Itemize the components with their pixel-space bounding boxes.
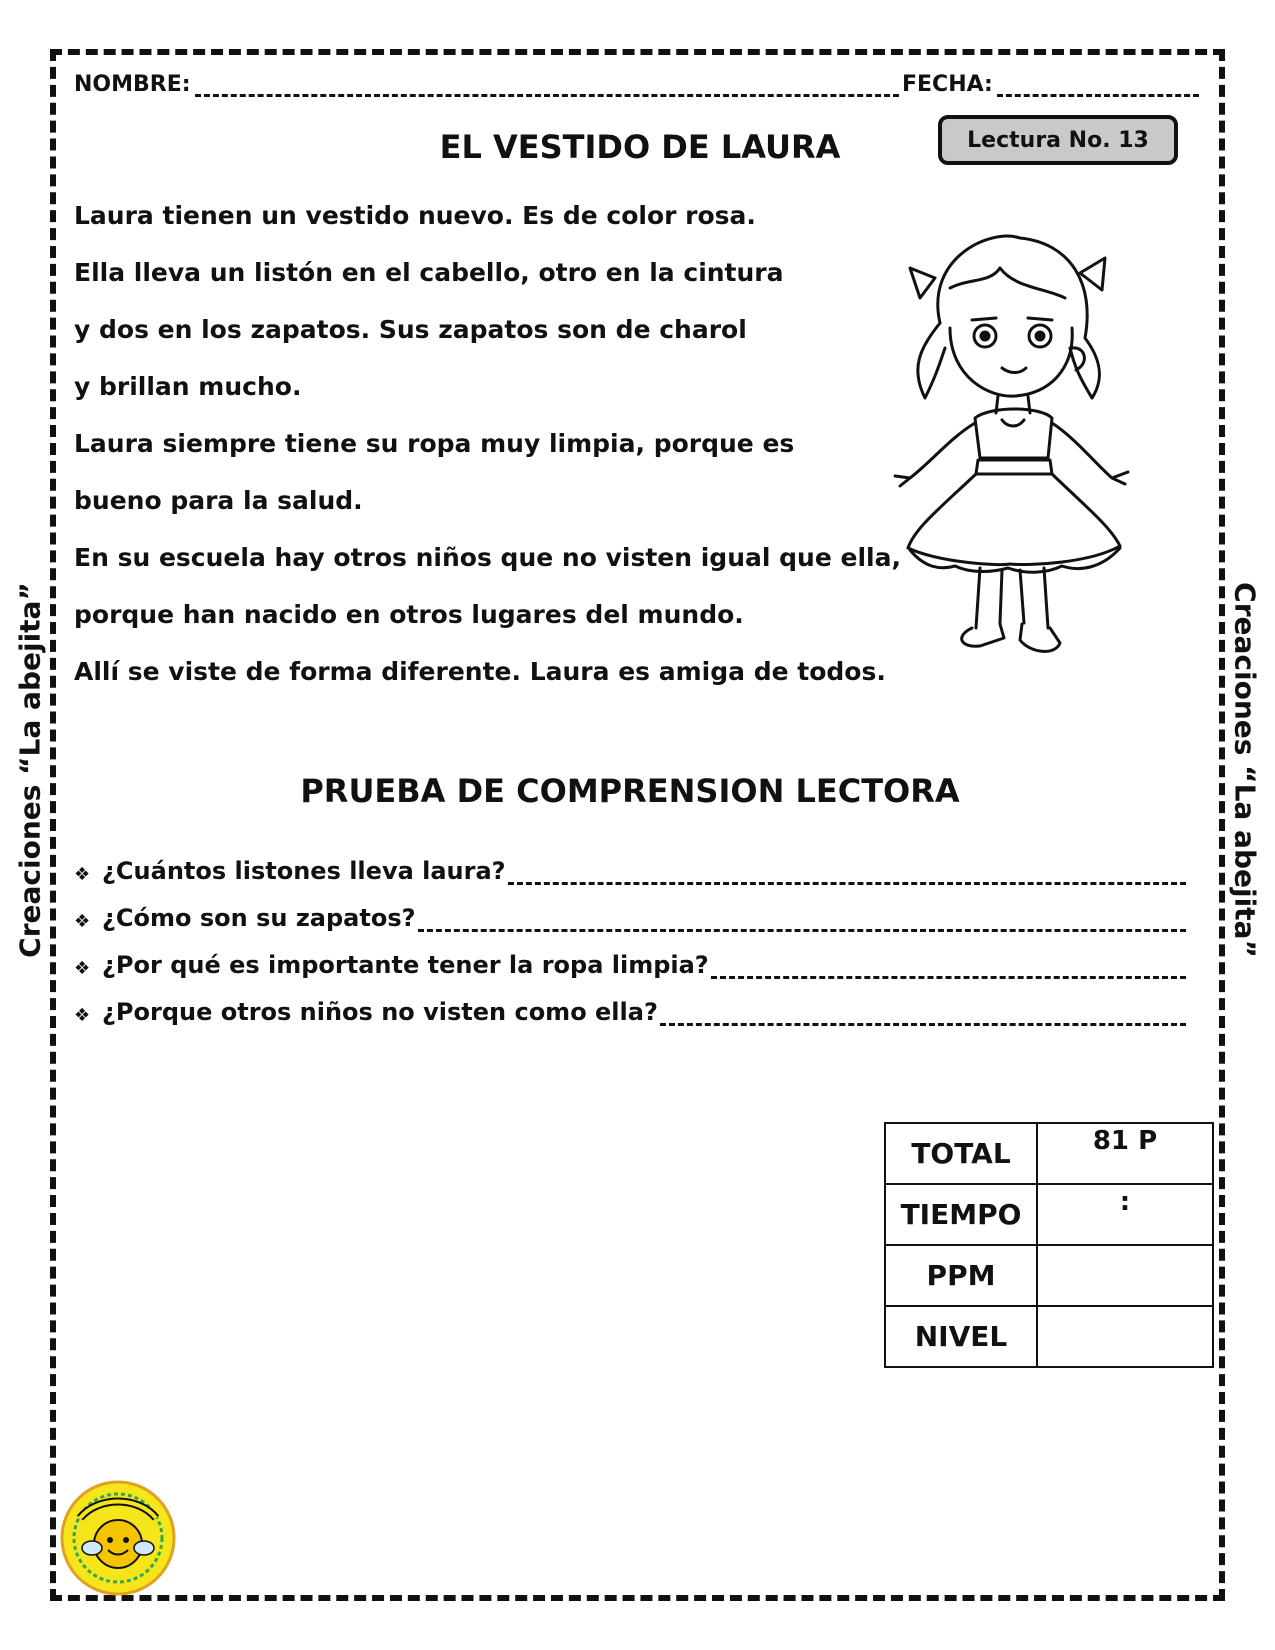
- diamond-bullet-icon: ❖: [74, 864, 91, 885]
- reading-line: y brillan mucho.: [74, 372, 302, 401]
- reading-number-badge: Lectura No. 13: [938, 115, 1178, 165]
- reading-line: bueno para la salud.: [74, 486, 363, 515]
- score-label-ppm: PPM: [885, 1245, 1037, 1306]
- date-field[interactable]: [902, 72, 1199, 97]
- score-value-level[interactable]: [1037, 1306, 1213, 1367]
- answer-line[interactable]: [508, 864, 1186, 885]
- question-text: ¿Cuántos listones lleva laura?: [102, 857, 506, 885]
- score-label-time: TIEMPO: [885, 1184, 1037, 1245]
- question-text: ¿Porque otros niños no visten como ella?: [102, 998, 658, 1026]
- reading-passage: [74, 196, 901, 709]
- quiz-title: PRUEBA DE COMPRENSION LECTORA: [300, 772, 960, 810]
- name-label: NOMBRE:: [74, 72, 191, 97]
- side-credit-right: Creaciones “La abejita”: [1228, 582, 1262, 958]
- question-item: [74, 979, 1194, 1026]
- score-label-level: NIVEL: [885, 1306, 1037, 1367]
- table-row: [885, 1306, 1213, 1367]
- reading-line: porque han nacido en otros lugares del mundo.: [74, 600, 744, 629]
- diamond-bullet-icon: ❖: [74, 911, 91, 932]
- question-text: ¿Por qué es importante tener la ropa limpia?: [102, 951, 709, 979]
- reading-line: Laura siempre tiene su ropa muy limpia, porque es: [74, 429, 795, 458]
- reading-line: Allí se viste de forma diferente. Laura es amiga de todos.: [74, 657, 886, 686]
- diamond-bullet-icon: ❖: [74, 1005, 91, 1026]
- score-value-time[interactable]: :: [1037, 1184, 1213, 1245]
- reading-line: En su escuela hay otros niños que no visten igual que ella,: [74, 543, 901, 572]
- girl-illustration: [880, 228, 1140, 668]
- question-item: [74, 932, 1194, 979]
- table-row: [885, 1123, 1213, 1184]
- answer-line[interactable]: [660, 1005, 1186, 1026]
- date-label: FECHA:: [902, 72, 993, 97]
- question-item: [74, 838, 1194, 885]
- table-row: [885, 1184, 1213, 1245]
- reading-title: EL VESTIDO DE LAURA: [439, 128, 841, 166]
- score-value-ppm[interactable]: [1037, 1245, 1213, 1306]
- question-list: [74, 838, 1194, 1026]
- diamond-bullet-icon: ❖: [74, 958, 91, 979]
- date-blank-line[interactable]: [997, 74, 1199, 97]
- name-blank-line[interactable]: [195, 74, 899, 97]
- table-row: [885, 1245, 1213, 1306]
- answer-line[interactable]: [711, 958, 1186, 979]
- reading-line: Ella lleva un listón en el cabello, otro en la cintura: [74, 258, 784, 287]
- question-item: [74, 885, 1194, 932]
- bee-logo-icon: [58, 1478, 178, 1598]
- question-text: ¿Cómo son su zapatos?: [102, 904, 416, 932]
- score-table: [884, 1122, 1214, 1368]
- score-label-total: TOTAL: [885, 1123, 1037, 1184]
- answer-line[interactable]: [418, 911, 1186, 932]
- score-value-total[interactable]: 81 P: [1037, 1123, 1213, 1184]
- reading-line: y dos en los zapatos. Sus zapatos son de charol: [74, 315, 747, 344]
- name-field[interactable]: [74, 72, 899, 97]
- side-credit-left: Creaciones “La abejita”: [13, 582, 47, 958]
- reading-line: Laura tienen un vestido nuevo. Es de color rosa.: [74, 201, 756, 230]
